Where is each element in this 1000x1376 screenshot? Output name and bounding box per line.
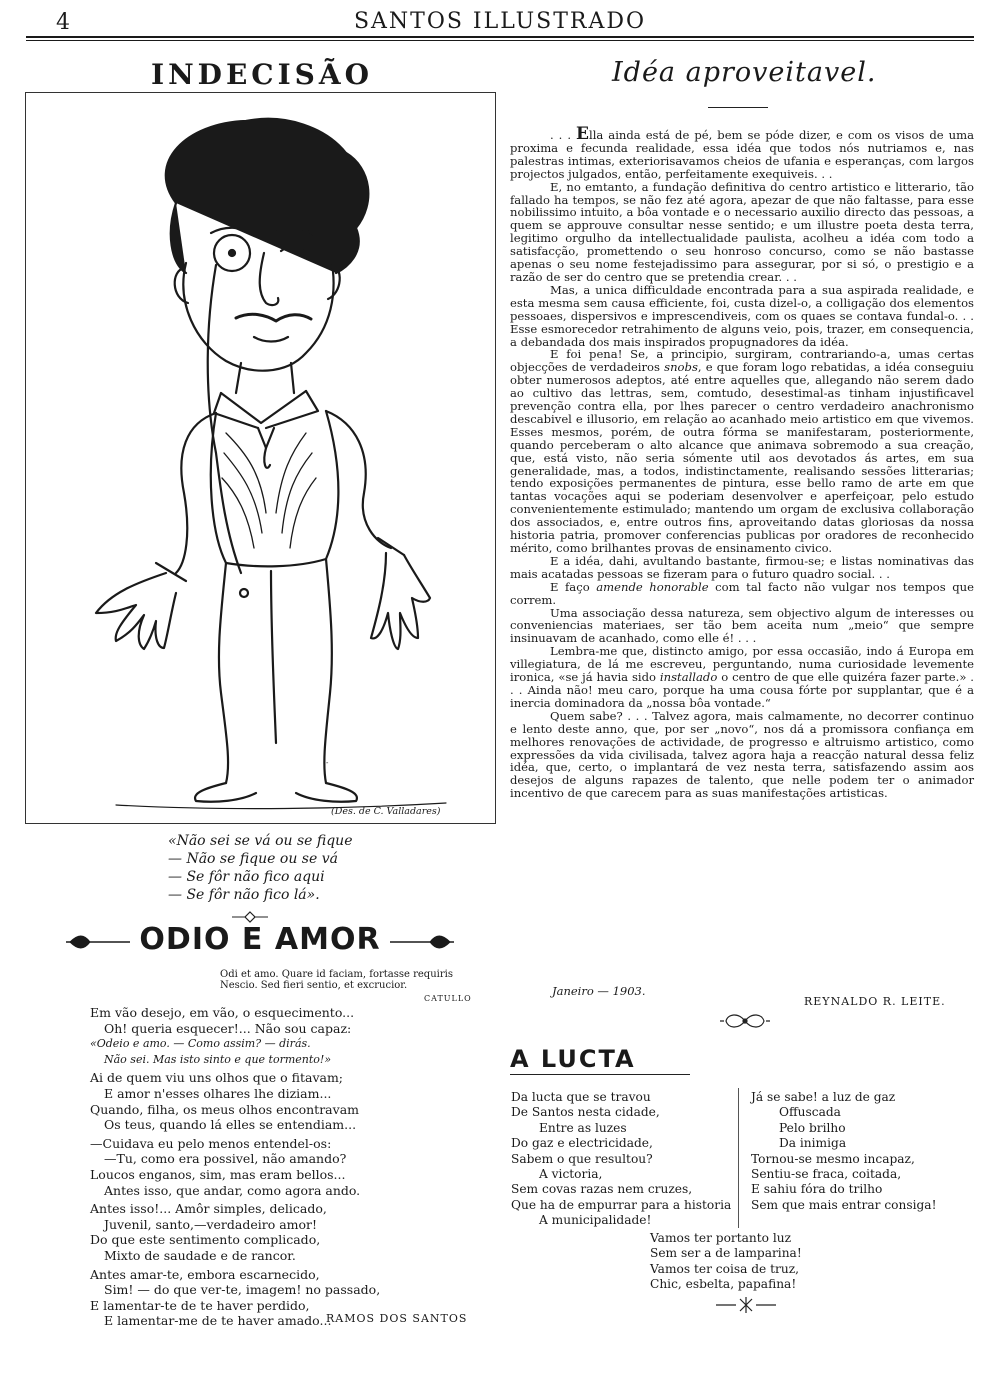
lucta-stanza-3 bbox=[650, 1231, 802, 1293]
poem-line: E amor n'esses olhares lhe diziam... bbox=[104, 1085, 332, 1101]
essay-paragraph: E faço amende honorable com tal facto não vulgar nos tempos que correm. bbox=[510, 579, 974, 607]
lucta-line: Entre as luzes bbox=[539, 1120, 627, 1135]
poem-stanza bbox=[90, 1070, 380, 1132]
poem-line: Ai de quem viu uns olhos que o fitavam; bbox=[90, 1070, 344, 1086]
poem-line: Oh! queria esquecer!... Não sou capaz: bbox=[104, 1020, 352, 1036]
lucta-stanza-2 bbox=[751, 1090, 936, 1213]
lucta-line: De Santos nesta cidade, bbox=[511, 1105, 660, 1120]
poem-epigraph bbox=[220, 969, 453, 991]
lucta-line: Sentiu-se fraca, coitada, bbox=[751, 1167, 902, 1182]
lucta-line: Da lucta que se travou bbox=[511, 1090, 651, 1104]
lucta-line: Que ha de empurrar para a historia bbox=[511, 1197, 732, 1212]
lucta-line: Já se sabe! a luz de gaz bbox=[751, 1090, 896, 1104]
lucta-line: A municipalidade! bbox=[539, 1213, 652, 1228]
cartoon-quote bbox=[168, 832, 352, 904]
poem-stanza bbox=[90, 1005, 380, 1067]
essay-paragraph: Uma associação dessa natureza, sem objectivo algum de interesses ou conveniencias materiaes, ser tão bem aceita num „meio“ que sempre insinuavam de acanhado, como elle é! . . . bbox=[510, 605, 974, 646]
lucta-line: A victoria, bbox=[539, 1167, 603, 1182]
essay-date: Janeiro — 1903. bbox=[552, 984, 646, 998]
fleuron-ornament bbox=[720, 1010, 770, 1036]
essay-body bbox=[510, 124, 974, 801]
epigraph-author: CATULLO bbox=[424, 994, 472, 1003]
lucta-line: Vamos ter coisa de truz, bbox=[650, 1261, 799, 1276]
header-rule-thin bbox=[26, 40, 974, 41]
poem-stanza bbox=[90, 1136, 380, 1198]
poem-line: Antes isso, que andar, como agora ando. bbox=[104, 1182, 361, 1198]
header-rule bbox=[26, 36, 974, 38]
quote-line: «Não sei se vá ou se fique bbox=[168, 833, 353, 849]
essay-paragraph: E foi pena! Se, a principio, surgiram, contrariando-a, umas certas objecções de verdadeiros snobs, e que foram logo rebatidas, a idéa conseguiu obter numerosos adeptos, até entre aquelles que, allegando não serem dado ao cultivo das lettras, sem, comtudo, desestimal-as tinham injustificavel prevenção contra ella, por lhes parecer o centro verdadeiro anachronismo descabivel e illusorio, em relação ao acanhado meio artistico em que vivemos. Esses mesmos, porém, de outra fórma se manifestaram, posteriormente, quando perceberam o alto alcance que animava sobremodo a sua creação, que, está visto, não seria sómente util aos devotados ás artes, em sua generalidade, mas, a todos, indistinctamente, realisando sessões litterarias; tendo exposições permanentes de pintura, esse bello ramo de arte em que tantas vocações aqui se poderiam desenvolver e aperfeiçoar, pelo estudo convenientemente estimulado; mantendo um orgam de exclusiva collaboração dos associados, e, entre outros fins, aproveitando datas gloriosas da nossa historia patria, promover conferencias publicas por oradores de reconhecido mérito, como brilhantes provas de ensinamento civico. bbox=[510, 347, 974, 555]
cartoon-frame bbox=[25, 92, 496, 824]
page-number: 4 bbox=[56, 10, 70, 35]
lucta-line: Chic, esbelta, papafina! bbox=[650, 1277, 797, 1292]
poem-line: Os teus, quando lá elles se entendiam... bbox=[104, 1117, 357, 1133]
lucta-line: Offuscada bbox=[779, 1105, 841, 1120]
poem-line: Quando, filha, os meus olhos encontravam bbox=[90, 1101, 359, 1117]
cartoon-title: INDECISÃO bbox=[150, 58, 374, 91]
poem-line: Em vão desejo, em vão, o esquecimento... bbox=[90, 1005, 355, 1020]
lucta-line: Tornou-se mesmo incapaz, bbox=[751, 1151, 915, 1166]
artist-signature: - bbox=[326, 759, 329, 767]
poem-line: Loucos enganos, sim, mas eram bellos... bbox=[90, 1166, 346, 1182]
drop-cap: E bbox=[576, 124, 589, 144]
poem-line: Mixto de saudade e de rancor. bbox=[104, 1247, 296, 1263]
lucta-stanza-1 bbox=[511, 1090, 731, 1229]
poem-line: Não sei. Mas isto sinto e que tormento!» bbox=[104, 1052, 332, 1066]
end-ornament bbox=[716, 1295, 776, 1319]
lucta-line: Do gaz e electricidade, bbox=[511, 1136, 653, 1151]
quote-line: — Não se fique ou se vá bbox=[168, 851, 338, 867]
poem-title-text: ODIO E AMOR bbox=[139, 922, 381, 957]
essay-title: Idéa aproveitavel. bbox=[612, 57, 877, 88]
lucta-line: Da inimiga bbox=[779, 1136, 847, 1151]
essay-paragraph: . . . Ella ainda está de pé, bem se póde dizer, e com os visos de uma proxima e fecunda realidade, essa idéa que todos nós nutriamos e, nas palestras intimas, exteriorisavamos cheios de ufania e esperanças, com largos projectos julgados, então, perfeitamente exequiveis. . . bbox=[510, 124, 974, 181]
essay-paragraph: Mas, a unica difficuldade encontrada para a sua aspirada realidade, e esta mesma sem causa efficiente, foi, custa dizel-o, a colligação dos elementos pessoaes, dispersivos e imprescendiveis, com os quaes se contava fundal-o. . . Esse esmorecedor retrahimento de alguns veio, pois, trazer, em consequencia, a debandada dos mais inspirados propugnadores da idéa. bbox=[510, 282, 974, 349]
lucta-title-rule bbox=[510, 1074, 690, 1075]
poem-line: «Odeio e amo. — Como assim? — dirás. bbox=[90, 1037, 311, 1051]
quote-line: — Se fôr não fico aqui bbox=[168, 869, 325, 885]
poem-title bbox=[60, 922, 460, 957]
poem-line: Antes amar-te, embora escarnecido, bbox=[90, 1266, 320, 1282]
poem-line: Antes isso!... Amôr simples, delicado, bbox=[90, 1201, 327, 1217]
essay-paragraph: E, no emtanto, a fundação definitiva do centro artistico e litterario, tão fallado ha tempos, se não fez até agora, apezar de que não faltasse, para esse nobilissimo intuito, a bôa vontade e o necessario auxilio directo das pessoas, a quem se approuve consultar nesse sentido; e um illustre poeta desta terra, legitimo orgulho da intellectualidade paulista, acolheu a idéa com todo a satisfacção, promettendo o seu honroso concurso, como se não bastasse apenas o seu nome festejadissimo para assegurar, por si só, o prestigio e a razão de ser do centro que se pretendia crear. . . bbox=[510, 179, 974, 284]
lucta-line: Sabem o que resultou? bbox=[511, 1151, 653, 1166]
poem-body bbox=[90, 1005, 380, 1332]
epigraph-line: Odi et amo. Quare id faciam, fortasse requiris bbox=[220, 969, 453, 980]
lucta-title: A LUCTA bbox=[510, 1045, 636, 1073]
quote-line: — Se fôr não fico lá». bbox=[168, 887, 320, 903]
poem-line: Sim! — do que ver-te, imagem! no passado, bbox=[104, 1282, 381, 1298]
essay-author: REYNALDO R. LEITE. bbox=[804, 995, 946, 1008]
lucta-line: Vamos ter portanto luz bbox=[650, 1231, 792, 1245]
lucta-line: Pelo brilho bbox=[779, 1120, 846, 1135]
caricature-illustration bbox=[26, 93, 495, 823]
lucta-line: Sem ser a de lamparina! bbox=[650, 1246, 802, 1261]
essay-paragraph: Quem sabe? . . . Talvez agora, mais calmamente, no decorrer continuo e lento deste anno, que, por ser „novo“, nos dá a promissora confiança em melhores renovações de actividade, de progresso e altruismo artistico, como expressões da vida civilisada, talvez agora haja a reacção natural dessa feliz idéa, que, certo, o implantará de vez nesta terra, satisfazendo assim aos desejos de alguns rapazes de talento, que nelle podem ter o animador incentivo de que carecem para as suas manifestações artisticas. bbox=[510, 708, 974, 801]
poem-line: —Tu, como era possivel, não amando? bbox=[104, 1151, 347, 1167]
poem-line: —Cuidava eu pelo menos entendel-os: bbox=[90, 1135, 332, 1151]
essay-paragraph: E a idéa, dahi, avultando bastante, firmou-se; e listas nominativas das mais acatadas pessoas se fizeram para o futuro quadro social. . . bbox=[510, 553, 974, 581]
essay-paragraph: Lembra-me que, distincto amigo, por essa occasião, indo á Europa em villegiatura, de lá me escreveu, perguntando, numa curiosidade levemente ironica, «se já havia sido installado o centro de que elle quizéra fazer parte.» . . . Ainda não! meu caro, porque ha uma cousa fórte por supplantar, que é a inercia dominadora da „nossa bôa vontade.“ bbox=[510, 644, 974, 710]
masthead: SANTOS ILLUSTRADO bbox=[353, 9, 647, 34]
poem-author: RAMOS DOS SANTOS bbox=[326, 1312, 468, 1325]
cartoon-credit: (Des. de C. Valladares) bbox=[331, 806, 441, 817]
poem-line: E lamentar-me de te haver amado... bbox=[104, 1313, 332, 1329]
lucta-line: Sem covas razas nem cruzes, bbox=[511, 1182, 693, 1197]
poem-line: Do que este sentimento complicado, bbox=[90, 1232, 321, 1248]
epigraph-line: Nescio. Sed fieri sentio, et excrucior. bbox=[220, 980, 408, 991]
lucta-line: Sem que mais entrar consiga! bbox=[751, 1197, 937, 1212]
poem-stanza bbox=[90, 1201, 380, 1263]
essay-title-rule bbox=[708, 107, 768, 108]
lucta-line: E sahiu fóra do trilho bbox=[751, 1182, 883, 1197]
poem-line: E lamentar-te de te haver perdido, bbox=[90, 1297, 310, 1313]
lucta-column-divider bbox=[738, 1088, 739, 1228]
poem-line: Juvenil, santo,—verdadeiro amor! bbox=[104, 1216, 318, 1232]
